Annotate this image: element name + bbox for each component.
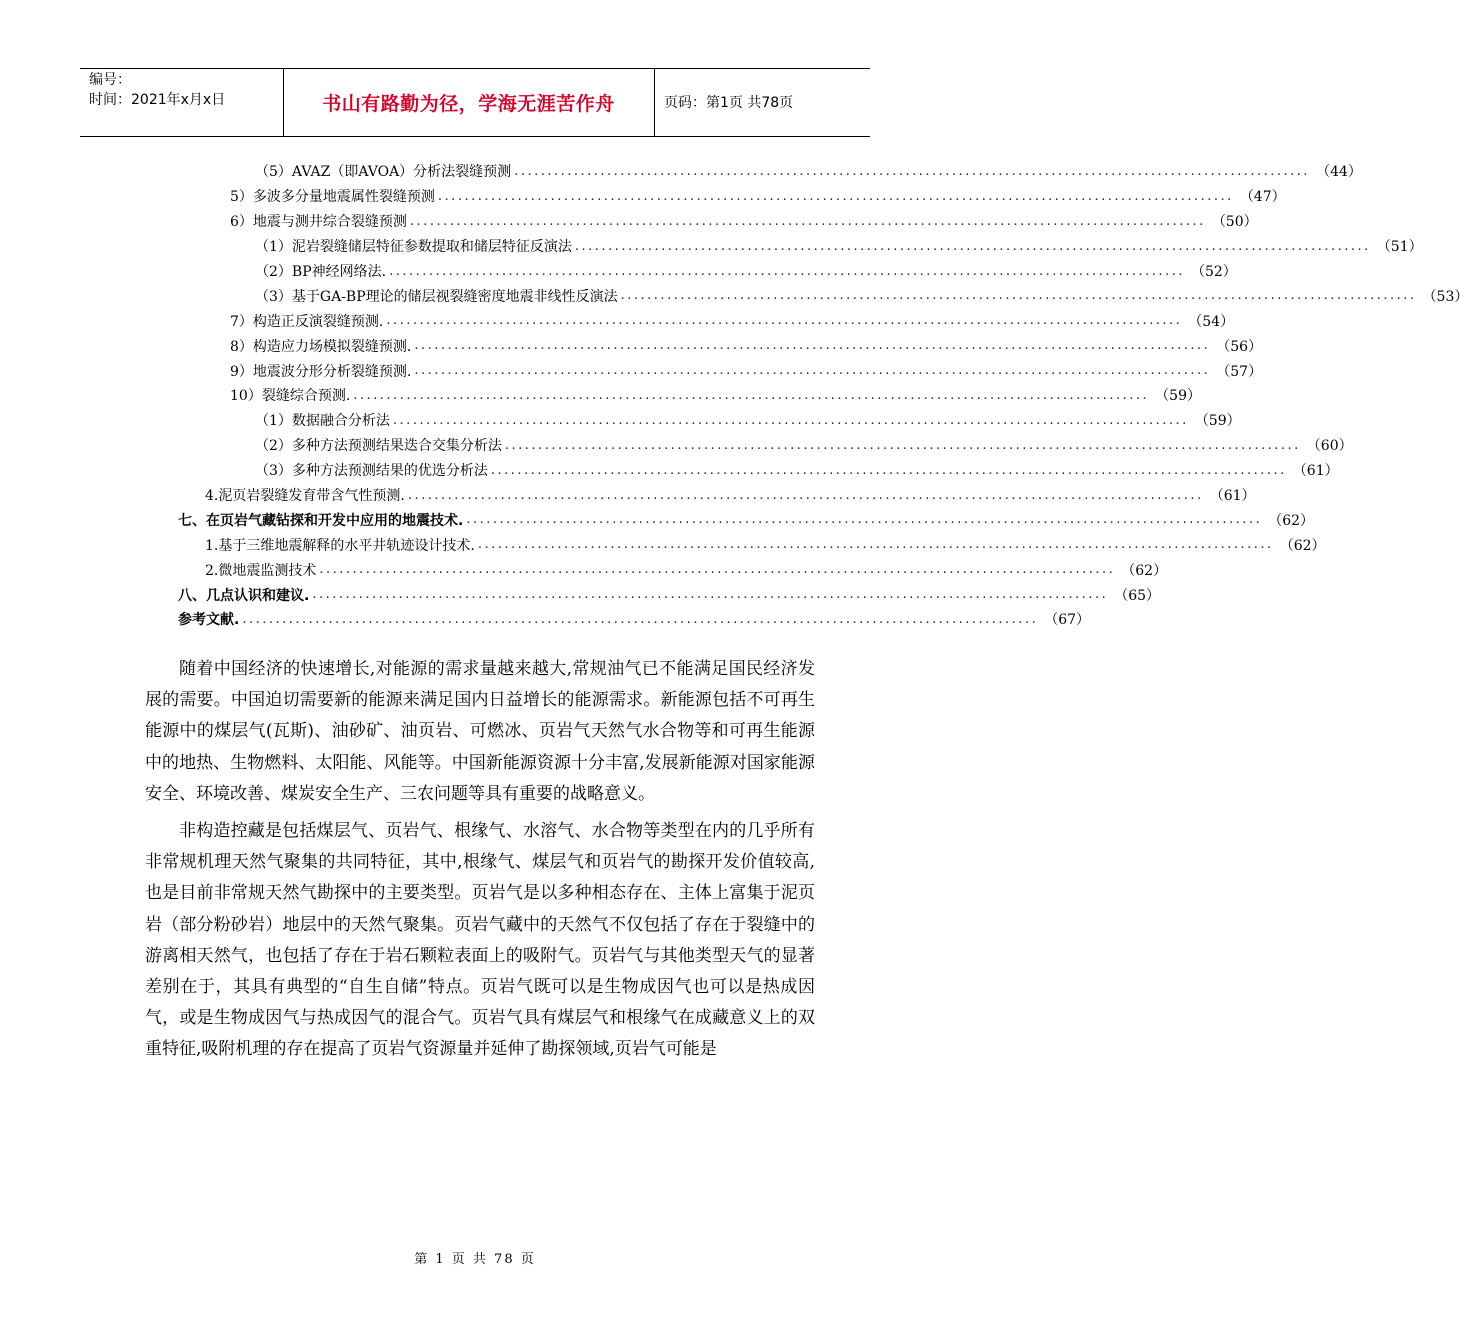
toc-entry-page: （52） [1190,264,1237,280]
toc-entry-title: 参考文献. [178,612,240,629]
paragraph: 非构造控藏是包括煤层气、页岩气、根缘气、水溶气、水合物等类型在内的几乎所有非常规机理天然气聚集的共同特征，其中,根缘气、煤层气和页岩气的勘探开发价值较高,也是目前非常规天然气勘探中的主要类型。页岩气是以多种相态存在、主体上富集于泥页岩（部分粉砂岩）地层中的天然气聚集。页岩气藏中的天然气不仅包括了存在于裂缝中的游离相天然气，也包括了存在于岩石颗粒表面上的吸附气。页岩气与其他类型天气的显著差别在于，其具有典型的“自生自储”特点。页岩气既可以是生物成因气也可以是热成因气，或是生物成因气与热成因气的混合气。页岩气具有煤层气和根缘气在成藏意义上的双重特征,吸附机理的存在提高了页岩气资源量并延伸了勘探领域,页岩气可能是 [145,821,815,1060]
toc-entry[interactable] [0,259,1237,284]
toc-entry-page: （53） [1422,288,1468,305]
toc-leader-dots: ........................................................................................................................ [407,487,1204,503]
toc-leader-dots: ........................................................................................................................ [312,587,1109,603]
toc-entry[interactable] [0,458,1339,483]
toc-entry[interactable] [0,557,1168,582]
toc-leader-dots: ........................................................................................................................ [409,213,1206,229]
table-of-contents [0,159,1468,632]
toc-entry-page: （65） [1114,587,1161,604]
toc-entry-page: （60） [1306,438,1353,455]
toc-leader-dots: ........................................................................................................................ [620,288,1417,304]
toc-entry[interactable] [0,507,1315,532]
toc-entry[interactable] [0,433,1353,458]
toc-entry-page: （67） [1044,612,1091,629]
toc-leader-dots: ........................................................................................................................ [574,238,1371,254]
header-motto: 书山有路勤为径，学海无涯苦作舟 [322,92,615,115]
toc-entry-title: 七、在页岩气藏钻探和开发中应用的地震技术. [178,512,464,529]
toc-entry-title: 1.基于三维地震解释的水平井轨迹设计技术. [205,537,475,554]
toc-entry-title: （1）数据融合分析法 [255,413,390,430]
page-footer: 第 1 页 共 78 页 [414,1252,536,1267]
toc-entry-title: 8）构造应力场模拟裂缝预测. [230,338,412,355]
toc-entry-page: （47） [1239,189,1286,206]
toc-leader-dots: ........................................................................................................................ [477,537,1274,553]
toc-leader-dots: ........................................................................................................................ [514,163,1311,179]
toc-entry[interactable] [0,358,1263,383]
toc-entry-page: （44） [1316,164,1362,181]
toc-entry-page: （62） [1121,562,1168,579]
paragraph: 随着中国经济的快速增长,对能源的需求量越来越大,常规油气已不能满足国民经济发展的需要。中国迫切需要新的能源来满足国内日益增长的能源需求。新能源包括不可再生能源中的煤层气(瓦斯)、油砂矿、油页岩、可燃冰、页岩气天然气水合物等和可再生能源中的地热、生物燃料、太阳能、风能等。中国新能源资源十分丰富,发展新能源对国家能源安全、环境改善、煤炭安全生产、三农问题等具有重要的战略意义。 [145,659,815,804]
toc-entry-page: （50） [1211,214,1258,231]
toc-entry[interactable] [0,283,1468,308]
toc-entry-title: （5）AVAZ（即AVOA）分析法裂缝预测 [255,164,512,181]
toc-leader-dots: ........................................................................................................................ [392,412,1189,428]
toc-entry-page: （54） [1188,313,1235,330]
toc-entry-title: （1）泥岩裂缝储层特征参数提取和储层特征反演法 [255,239,572,256]
toc-entry-title: 八、几点认识和建议. [178,587,310,604]
document-time-label: 时间：2021年x月x日 [89,92,226,108]
toc-entry-page: （51） [1376,239,1423,256]
toc-entry-title: （3）基于GA-BP理论的储层视裂缝密度地震非线性反演法 [255,288,618,305]
toc-leader-dots: ........................................................................................................................ [437,188,1234,204]
toc-leader-dots: ........................................................................................................................ [319,562,1116,578]
header-divider-right [654,68,655,136]
toc-entry[interactable] [0,607,1091,632]
toc-leader-dots: ........................................................................................................................ [466,512,1263,528]
toc-entry-title: 2.微地震监测技术 [205,562,317,579]
toc-entry-title: 6）地震与测井综合裂缝预测 [230,214,407,231]
toc-entry[interactable] [0,408,1241,433]
toc-entry-page: （59） [1155,388,1201,405]
toc-leader-dots: ........................................................................................................................ [414,338,1211,354]
toc-entry-title: 7）构造正反演裂缝预测. [230,313,384,330]
toc-leader-dots: ........................................................................................................................ [389,263,1185,279]
toc-entry[interactable] [0,582,1161,607]
toc-leader-dots: ........................................................................................................................ [490,462,1287,478]
header-bottom-rule [80,136,870,137]
header-meta [89,70,225,110]
toc-entry-page: （62） [1268,512,1315,529]
toc-leader-dots: ........................................................................................................................ [242,611,1039,627]
toc-entry-title: 9）地震波分形分析裂缝预测. [230,363,412,380]
toc-leader-dots: ........................................................................................................................ [414,363,1211,379]
toc-leader-dots: ........................................................................................................................ [504,437,1301,453]
toc-entry[interactable] [0,483,1256,508]
body-text [145,654,815,1066]
toc-entry-page: （56） [1216,338,1263,355]
toc-entry-title: （2）BP神经网络法. [255,264,387,280]
toc-entry[interactable] [0,184,1286,209]
toc-entry[interactable] [0,333,1263,358]
toc-entry-title: 10）裂缝综合预测. [230,388,351,405]
toc-entry-page: （61） [1292,463,1339,480]
toc-entry-page: （59） [1194,413,1241,430]
toc-entry-title: 4.泥页岩裂缝发育带含气性预测. [205,488,405,505]
toc-entry-page: （62） [1279,537,1326,554]
toc-entry-title: （2）多种方法预测结果迭合交集分析法 [255,438,502,455]
toc-entry-title: 5）多波多分量地震属性裂缝预测 [230,189,435,206]
toc-leader-dots: ........................................................................................................................ [353,387,1150,403]
toc-entry[interactable] [0,159,1362,184]
toc-entry[interactable] [0,383,1201,408]
toc-entry[interactable] [0,234,1423,259]
document-code-label: 编号： [89,72,131,88]
toc-entry[interactable] [0,532,1326,557]
header-page-info: 页码：第1页 共78页 [664,95,794,111]
toc-entry-title: （3）多种方法预测结果的优选分析法 [255,463,488,480]
toc-entry-page: （57） [1216,363,1263,380]
toc-entry[interactable] [0,209,1258,234]
toc-entry[interactable] [0,308,1235,333]
toc-leader-dots: ........................................................................................................................ [386,313,1183,329]
toc-entry-page: （61） [1209,488,1256,505]
